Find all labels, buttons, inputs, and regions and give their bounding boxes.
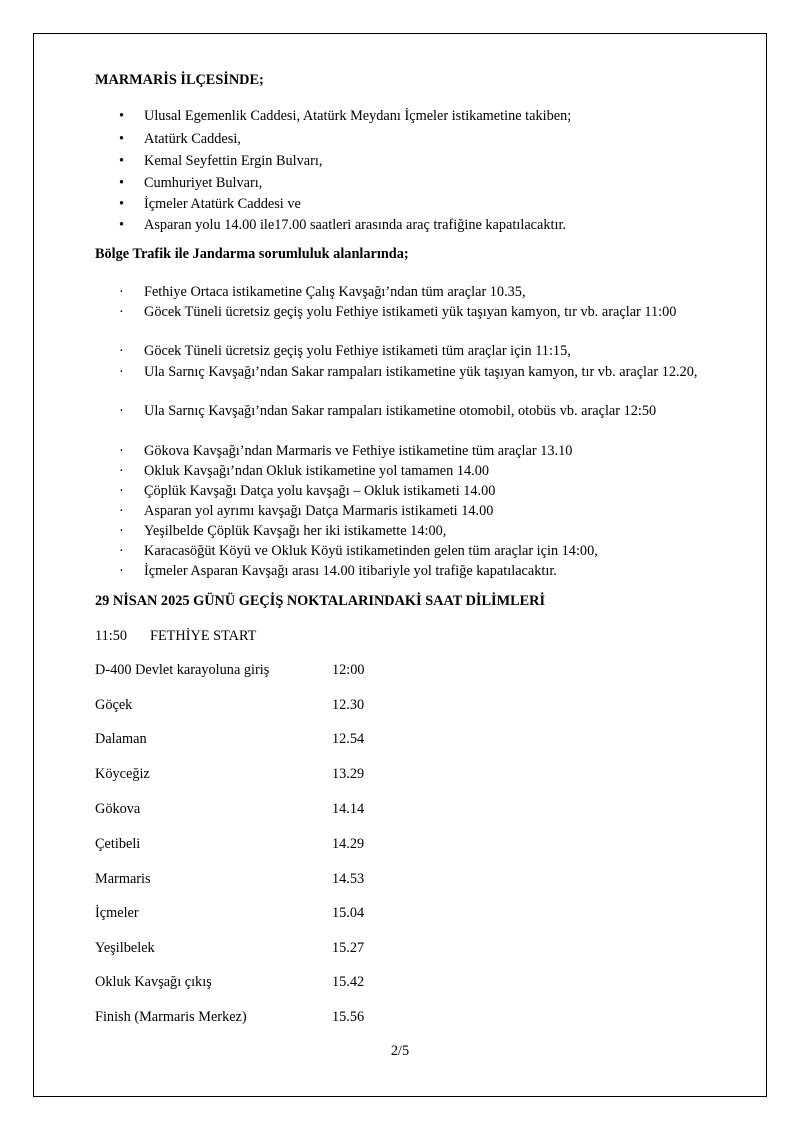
dot-icon: ·: [119, 543, 124, 559]
dot-icon: ·: [119, 503, 124, 519]
dot-icon: ·: [119, 463, 124, 479]
heading-traffic: Bölge Trafik ile Jandarma sorumluluk alanlarında;: [95, 246, 409, 262]
dot-icon: ·: [119, 364, 124, 380]
dot-icon: ·: [119, 523, 124, 539]
dot-icon: ·: [119, 443, 124, 459]
bullet-icon: •: [119, 175, 125, 191]
bullet-icon: •: [119, 131, 125, 147]
dot-icon: ·: [119, 483, 124, 499]
heading-schedule: 29 NİSAN 2025 GÜNÜ GEÇİŞ NOKTALARINDAKİ SAAT DİLİMLERİ: [95, 593, 546, 609]
dot-icon: ·: [119, 403, 124, 419]
dot-icon: ·: [119, 343, 124, 359]
page-number: 2/5: [390, 1043, 410, 1059]
bullet-icon: •: [119, 108, 125, 124]
bullet-icon: •: [119, 217, 125, 233]
bullet-icon: •: [119, 153, 125, 169]
bullet-icon: •: [119, 196, 125, 212]
heading-marmaris: MARMARİS İLÇESİNDE;: [95, 72, 264, 88]
dot-icon: ·: [119, 284, 124, 300]
start-time: 11:50: [95, 628, 128, 644]
dot-icon: ·: [119, 563, 124, 579]
start-label: FETHİYE START: [150, 628, 257, 644]
dot-icon: ·: [119, 304, 124, 320]
